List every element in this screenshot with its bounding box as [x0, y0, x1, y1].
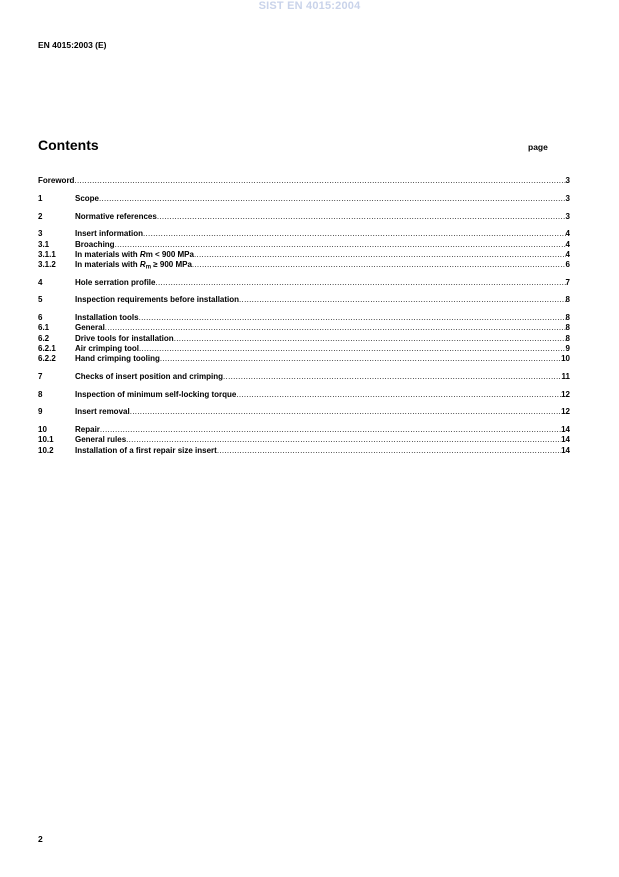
toc-entry-6-2-2[interactable] [38, 354, 570, 364]
title-prefix: In materials with [75, 259, 140, 269]
toc-title: Normative references [75, 211, 157, 221]
toc-title: Hole serration profile [75, 277, 156, 287]
toc-title: Insert information [75, 229, 144, 239]
dot-leader [126, 435, 561, 445]
toc-title [75, 250, 194, 260]
toc-title: Broaching [75, 239, 115, 249]
contents-heading: Contents [38, 137, 99, 153]
toc-number: 6.2.1 [38, 343, 56, 353]
toc-entry-8[interactable] [38, 390, 570, 400]
toc-number: 4 [38, 277, 43, 287]
toc-number: 10 [38, 425, 47, 435]
toc-title: Inspection requirements before installation [75, 295, 240, 305]
toc-title: Air crimping tool [75, 343, 139, 353]
toc-entry-10-2[interactable] [38, 446, 570, 456]
toc-entry-3[interactable] [38, 229, 570, 239]
toc-title: Scope [75, 193, 100, 203]
toc-title: General rules [75, 435, 127, 445]
toc-page: 10 [561, 354, 570, 363]
toc-number: 3 [38, 229, 43, 239]
toc-entry-10[interactable] [38, 425, 570, 435]
toc-title: Installation tools [75, 313, 139, 323]
document-id: EN 4015:2003 (E) [38, 40, 107, 50]
toc-entry-9[interactable] [38, 407, 570, 417]
toc-number: 8 [38, 389, 43, 399]
toc-title: General [75, 323, 105, 333]
toc-title: Foreword [38, 176, 75, 185]
dot-leader [139, 344, 566, 354]
dot-leader [155, 278, 565, 288]
toc-title: Installation of a first repair size insert [75, 445, 217, 455]
toc-number: 9 [38, 407, 43, 417]
toc-page: 14 [561, 445, 570, 455]
toc-page: 8 [565, 333, 570, 343]
relation: < 900 MPa [152, 249, 194, 259]
toc-number: 6.2.2 [38, 354, 56, 363]
toc-title: Hand crimping tooling [75, 354, 160, 363]
toc-title: Checks of insert position and crimping [75, 371, 224, 381]
toc-number: 6.1 [38, 323, 50, 333]
dot-leader [174, 334, 566, 344]
toc-page: 8 [565, 323, 570, 333]
dot-leader [130, 407, 561, 417]
toc-number: 5 [38, 295, 43, 305]
toc-entry-4[interactable] [38, 278, 570, 288]
dot-leader [157, 212, 566, 222]
toc-number: 7 [38, 371, 43, 381]
dot-leader [236, 390, 561, 400]
toc-title [75, 260, 192, 273]
dot-leader [143, 229, 566, 239]
table-of-contents [38, 176, 570, 456]
dot-leader [192, 260, 566, 270]
toc-entry-6-1[interactable] [38, 323, 570, 333]
toc-page: 8 [565, 313, 570, 323]
toc-page: 9 [565, 343, 570, 353]
page-number: 2 [38, 834, 43, 844]
toc-entry-6-2[interactable] [38, 334, 570, 344]
toc-page: 14 [561, 425, 570, 435]
toc-page: 12 [561, 389, 570, 399]
dot-leader [223, 372, 562, 382]
toc-number: 1 [38, 193, 43, 203]
toc-page: 3 [565, 211, 570, 221]
toc-entry-6[interactable] [38, 313, 570, 323]
toc-page: 14 [561, 435, 570, 445]
toc-title: Inspection of minimum self-locking torque [75, 389, 237, 399]
toc-entry-3-1-1[interactable] [38, 250, 570, 260]
toc-page: 7 [565, 277, 570, 287]
toc-title: Drive tools for installation [75, 333, 174, 343]
relation: ≥ 900 MPa [151, 259, 192, 269]
toc-page: 12 [561, 407, 570, 417]
dot-leader [99, 194, 566, 204]
toc-entry-foreword[interactable] [38, 176, 570, 186]
toc-page: 3 [565, 193, 570, 203]
dot-leader [115, 240, 566, 250]
toc-entry-10-1[interactable] [38, 435, 570, 445]
dot-leader [74, 176, 565, 186]
toc-entry-6-2-1[interactable] [38, 344, 570, 354]
toc-entry-7[interactable] [38, 372, 570, 382]
dot-leader [160, 354, 561, 364]
toc-number: 3.1.2 [38, 259, 56, 269]
dot-leader [139, 313, 566, 323]
toc-title: Insert removal [75, 407, 130, 417]
toc-number: 3.1.1 [38, 249, 56, 259]
symbol-r: R [139, 259, 146, 269]
symbol-r: R [139, 249, 146, 259]
dot-leader [217, 446, 561, 456]
toc-entry-2[interactable] [38, 212, 570, 222]
toc-entry-1[interactable] [38, 194, 570, 204]
toc-number: 10.2 [38, 445, 54, 455]
toc-page: 4 [565, 239, 570, 249]
toc-number: 2 [38, 211, 43, 221]
toc-page: 3 [565, 176, 570, 185]
toc-page: 8 [565, 295, 570, 305]
toc-number: 6.2 [38, 333, 50, 343]
subscript-m: m [145, 264, 152, 271]
watermark: SIST EN 4015:2004 [258, 0, 361, 12]
toc-title: Repair [75, 425, 100, 435]
dot-leader [194, 250, 566, 260]
toc-entry-5[interactable] [38, 295, 570, 305]
title-prefix: In materials with [75, 249, 140, 259]
toc-entry-3-1-2[interactable] [38, 260, 570, 270]
toc-number: 6 [38, 313, 43, 323]
toc-page: 4 [565, 229, 570, 239]
toc-number: 10.1 [38, 435, 54, 445]
toc-page: 4 [565, 249, 570, 259]
page-column-label: page [528, 142, 548, 152]
toc-page: 11 [561, 371, 570, 381]
symbol-m: m [145, 249, 153, 259]
toc-page: 6 [565, 259, 570, 269]
toc-number: 3.1 [38, 239, 50, 249]
dot-leader [105, 323, 566, 333]
toc-entry-3-1[interactable] [38, 240, 570, 250]
dot-leader [239, 295, 566, 305]
dot-leader [100, 425, 561, 435]
